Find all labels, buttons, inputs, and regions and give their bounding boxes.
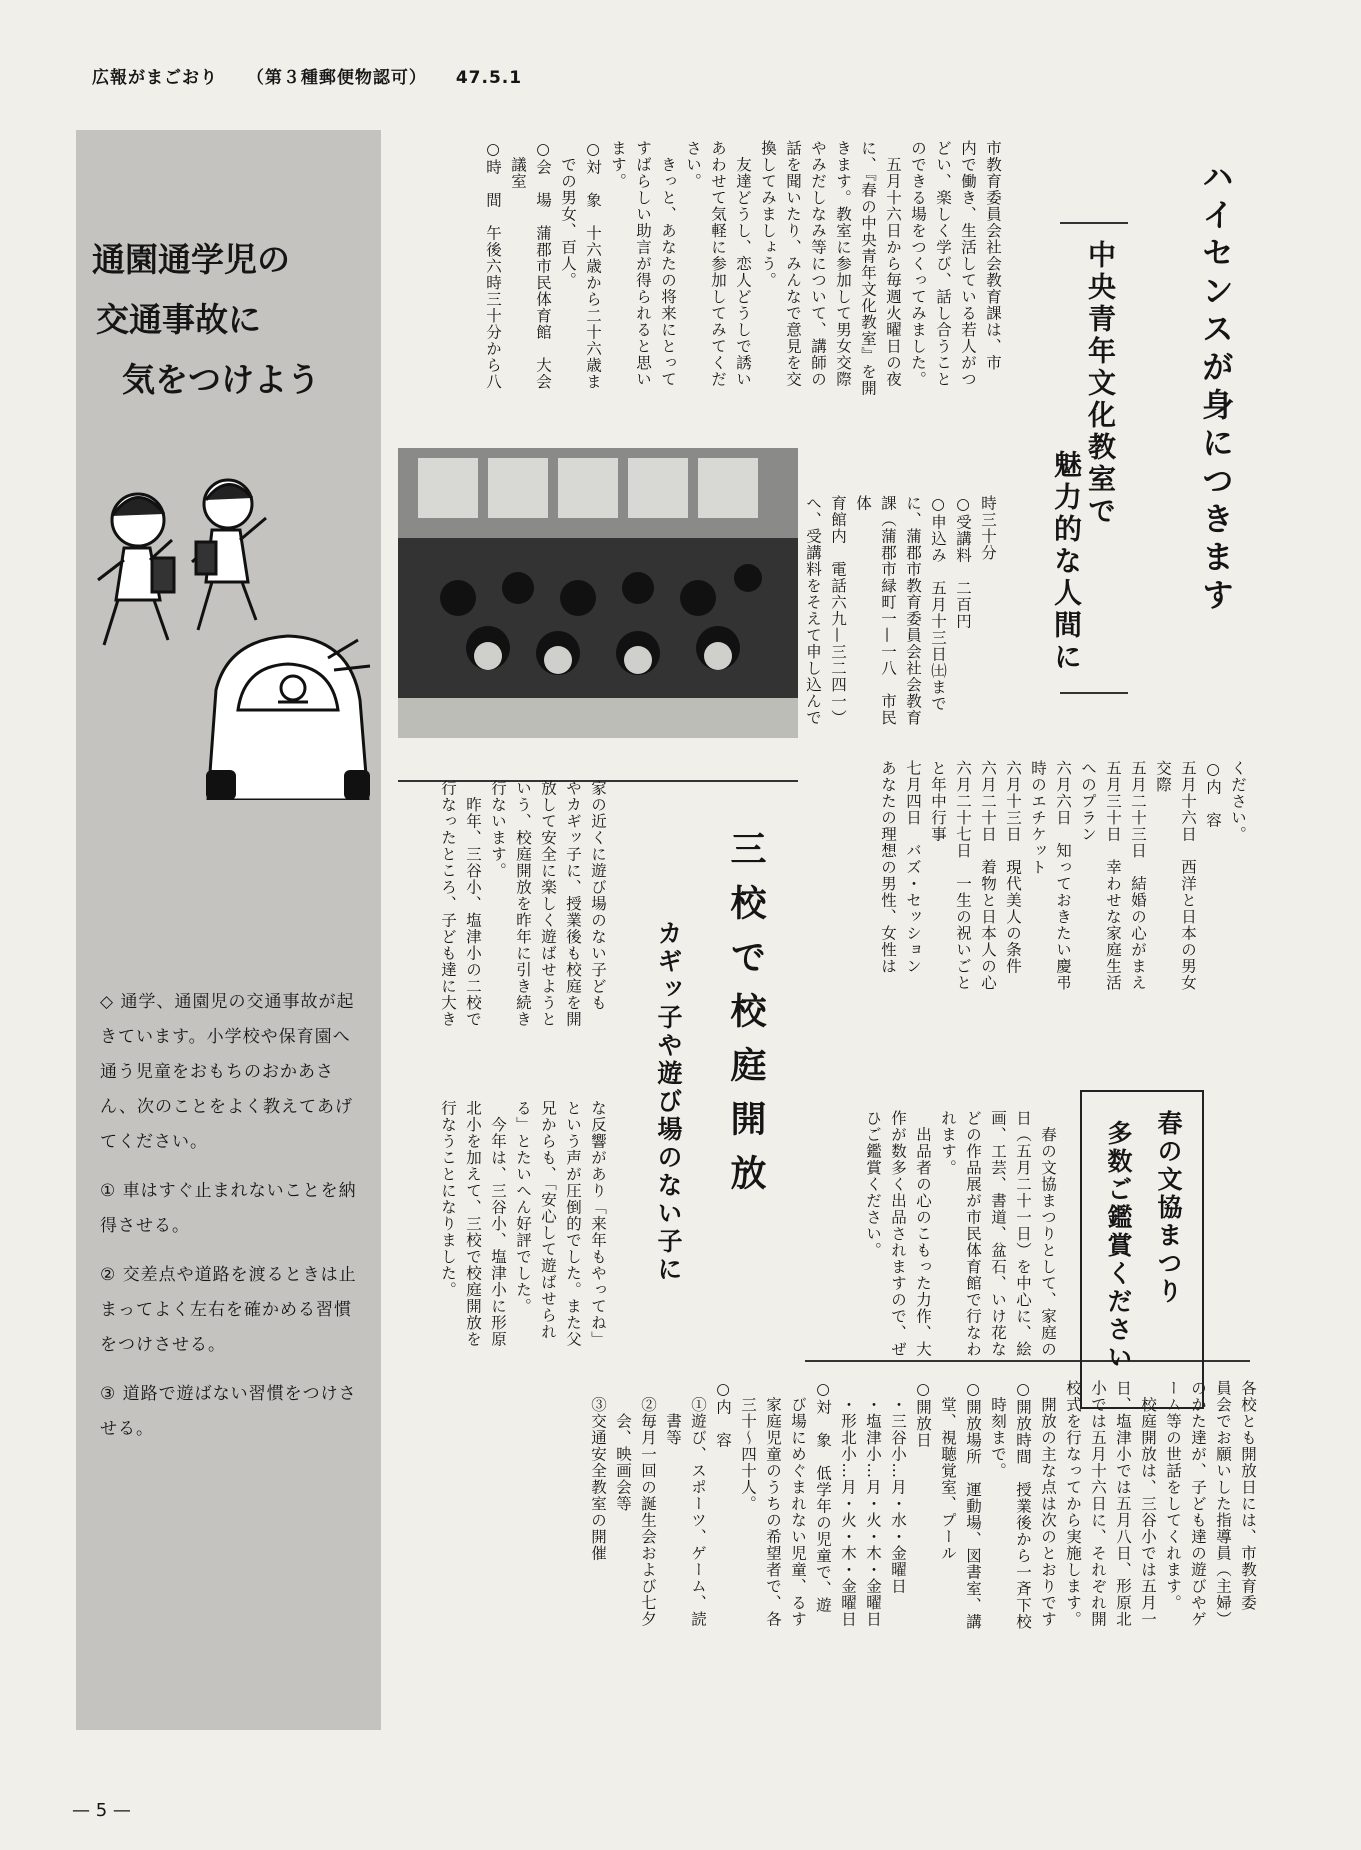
title-line: 交通事故に	[96, 300, 261, 339]
youth-class-schedule: ください。 ○内 容 五月十六日 西洋と日本の男女 交際 五月二十三日 結婚の心がまえ 五月三十日 幸わせな家庭生活 へのプラン 六月六日 知っておきたい慶弔 時のエチケット 六月十三日 現代美人の条件 六月二十日 着物と日本人の心 六月二十七日 一生の祝いごと と年中行事 七月四日 バズ・セッション あなたの理想の男性、女性は	[879, 760, 1247, 991]
title-line: 通園通学児の	[92, 240, 290, 279]
tip-item: ② 交差点や道路を渡るときは止まってよく左右を確かめる習慣をつけさせる。	[100, 1265, 357, 1355]
youth-class-body: 時三十分 ○受講料 二百円 ○申込み 五月十三日㈯まで に、蒲郡市教育委員会社会教育 課（蒲郡市緑町一—一八 市民体 育館内 電話六九—三二四一） へ、受講料をそえて申し込んで	[804, 495, 997, 726]
title-line: 気をつけよう	[122, 360, 320, 399]
classroom-photo	[398, 448, 798, 738]
youth-class-headline: ハイセンスが身につきます	[1197, 160, 1235, 616]
school-yard-subtitle: カギッ子や遊び場のない子に	[654, 920, 683, 1284]
bunkyo-festival-title: 春の文協まつり	[1154, 1110, 1183, 1306]
school-yard-headline: 三校で校庭開放	[725, 830, 766, 1208]
school-yard-details: 各校とも開放日には、市教育委 員会でお願いした指導員（主婦） のかた達が、子ども達の遊びやゲ ーム等の世話をしてくれます。 校庭開放は、三谷小では五月一 日、塩津小では五月八日、形原北 小では五月十六日に、それぞれ開 校式を行なってから実施します。 開放の主な点は次のとおりです ○開放時間 授業後から一斉下校 時刻まで。 ○開放場所 運動場、図書室、講 堂、視聴覚室、プール ○開放日 ・三谷小…月・水・金曜日 ・塩津小…月・火・木・金曜日 ・形北小…月・火・木・金曜日 ○対 象 低学年の児童で、遊 び場にめぐまれない児童、るす 家庭児童のうちの希望者で、各 三十〜四十人。 ○内 容 ①遊び、スポーツ、ゲーム、読 書等 ②毎月一回の誕生会および七夕 会、映画会等 ③交通安全教室の開催	[589, 1380, 1257, 1630]
traffic-safety-title	[92, 230, 382, 410]
bunkyo-festival-body: 春の文協まつりとして、家庭の 日（五月二十一日）を中心に、絵 画、工芸、書道、盆石、いけ花な どの作品展が市民体育館で行なわ れます。 出品者の心のこもった力作、大 作が数多く出品されますので、ぜ ひご鑑賞ください。	[864, 1110, 1057, 1358]
school-yard-body: な反響があり「来年もやってね」 という声が圧倒的でした。また父 兄からも、「安心して遊ばせられ る」とたいへん好評でした。 今年は、三谷小、塩津小に形原 北小を加えて、三校で校庭開放を 行なうことになりました。	[439, 1100, 607, 1348]
page-header	[92, 63, 544, 88]
youth-class-subtitle: 魅力的な人間に	[1050, 450, 1083, 674]
subtitle-frame-bottom	[1060, 692, 1128, 694]
tip-item: ① 車はすぐ止まれないことを納得させる。	[100, 1181, 357, 1236]
traffic-safety-tips	[100, 985, 368, 1461]
classroom-photo-image	[398, 448, 798, 738]
tips-intro: ◇ 通学、通園児の交通事故が起きています。小学校や保育園へ通う児童をおもちのおかあさん、次のことをよく教えてあげてください。	[100, 992, 355, 1152]
school-yard-body: 家の近くに遊び場のない子ども やカギッ子に、授業後も校庭を開 放して安全に楽しく遊ばせようと いう、校庭開放を昨年に引き続き 行ないます。 昨年、三谷小、塩津小の二校で 行なったところ、子ども達に大き	[439, 780, 607, 1028]
postal-permit: （第３種郵便物認可）	[246, 68, 427, 88]
subtitle-frame-top	[1060, 222, 1128, 224]
tip-item: ③ 道路で遊ばない習慣をつけさせる。	[100, 1384, 357, 1439]
issue-date: 47.5.1	[455, 68, 523, 88]
bunkyo-festival-subtitle: 多数ご鑑賞ください	[1104, 1120, 1133, 1372]
youth-class-subtitle: 中央青年文化教室で	[1084, 240, 1117, 528]
page-number: — 5 —	[72, 1800, 131, 1821]
youth-class-body: 市教育委員会社会教育課は、市 内で働き、生活している若人がつ どい、楽しく学び、話し合うこと のできる場をつくってみました。 五月十六日から毎週火曜日の夜 に、『春の中央青年文化教室』を開 きます。教室に参加して男女交際 やみだしなみ等について、講師の 話を聞いたり、みんなで意見を交 換してみましょう。 友達どうし、恋人どうしで誘い あわせて気軽に参加してみてくだ さい。 きっと、あなたの将来にとって すばらしい助言が得られると思い ます。 ○対 象 十六歳から二十六歳ま での男女、百人。 ○会 場 蒲郡市民体育館 大会 議室 ○時 間 午後六時三十分から八	[484, 140, 1002, 397]
publication-name: 広報がまごおり	[92, 68, 218, 88]
children-and-car-illustration	[88, 470, 378, 800]
